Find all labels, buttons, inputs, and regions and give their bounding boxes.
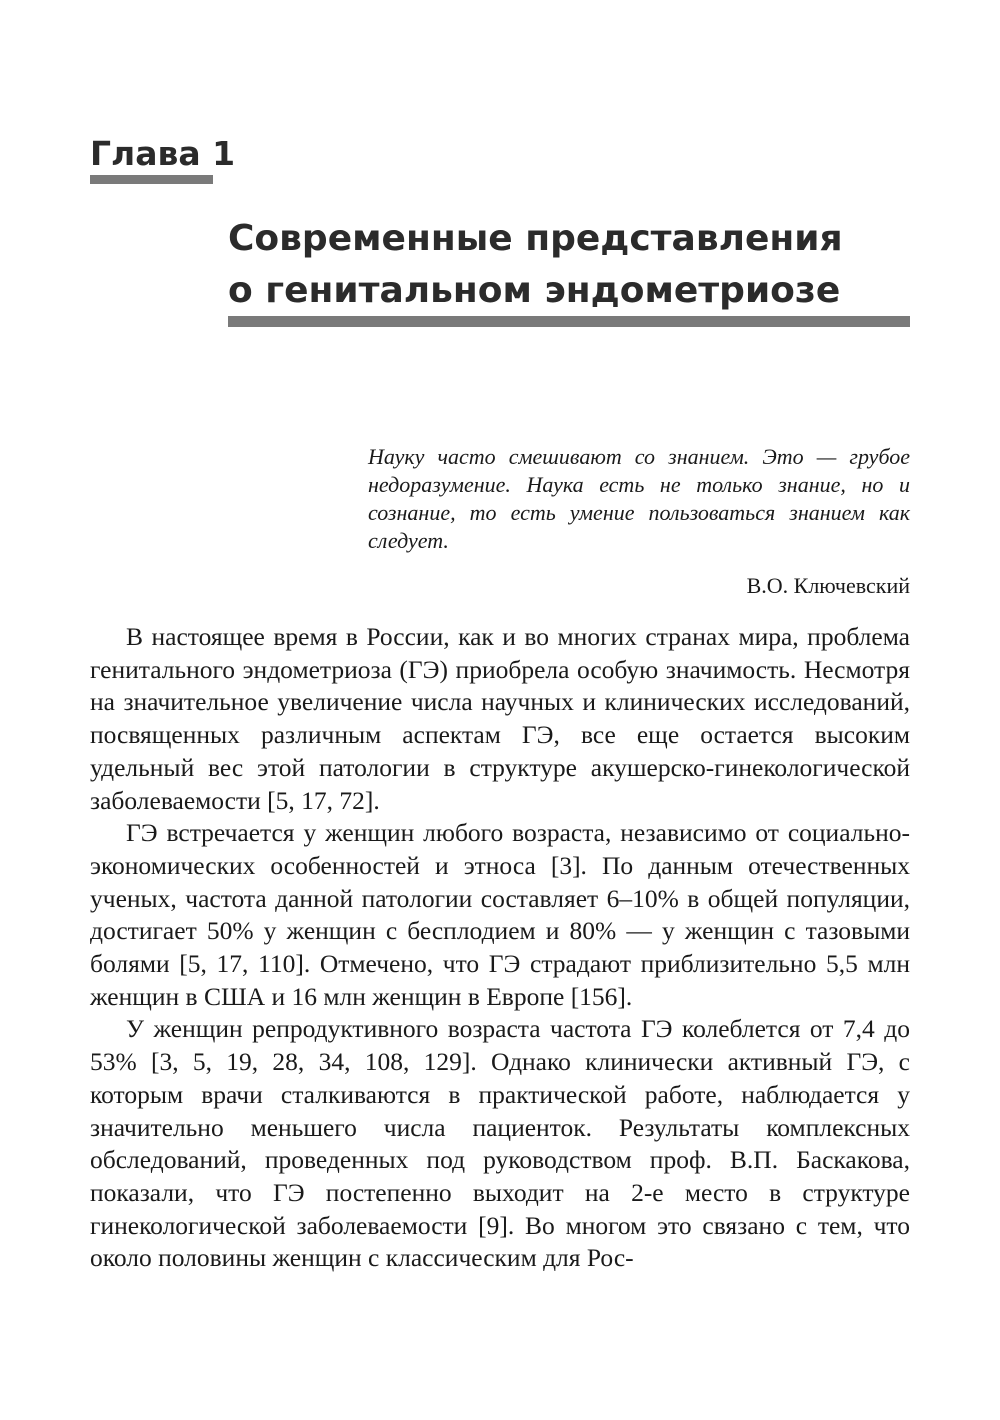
body-text [90,621,910,1275]
chapter-label: Глава 1 [90,134,236,173]
chapter-title-line-1: Современные представления [228,218,843,259]
chapter-label-underline [90,175,213,184]
epigraph-author: В.О. Ключевский [746,573,910,598]
chapter-title [228,213,928,317]
chapter-title-line-2: о генитальном эндометриозе [228,270,841,311]
paragraph: В настоящее время в России, как и во многих странах мира, проблема генитального эндометриоза (ГЭ) приобрела особую значимость. Несмотря на значительное увеличение числа научных и клинических исследований, посвященных различным аспектам ГЭ, все еще остается высоким удельный вес этой патологии в структуре акушерско-гинекологической заболеваемости [5, 17, 72]. [90,622,910,815]
paragraph: ГЭ встречается у женщин любого возраста, независимо от социально-экономических особенностей и этноса [3]. По данным отечественных ученых, частота данной патологии составляет 6–10% в общей популяции, достигает 50% у женщин с бесплодием и 80% — у женщин с тазовыми болями [5, 17, 110]. Отмечено, что ГЭ страдают приблизительно 5,5 млн женщин в США и 16 млн женщин в Европе [156]. [90,818,910,1011]
chapter-title-underline [228,316,910,327]
paragraph: У женщин репродуктивного возраста частота ГЭ колеблется от 7,4 до 53% [3, 5, 19, 28, 34, 108, 129]. Однако клинически активный ГЭ, с которым врачи сталкиваются в практической работе, наблюдается у значительно меньшего числа пациенток. Результаты комплексных обследований, проведенных под руководством проф. В.П. Баскакова, показали, что ГЭ постепенно выходит на 2-е место в структуре гинекологической заболеваемости [9]. Во многом это связано с тем, что около половины женщин с классическим для Рос- [90,1014,910,1273]
epigraph-quote: Науку часто смешивают со знанием. Это — грубое недоразумение. Наука есть не только знание, но и сознание, то есть умение пользоваться знанием как следует. [368,444,910,553]
